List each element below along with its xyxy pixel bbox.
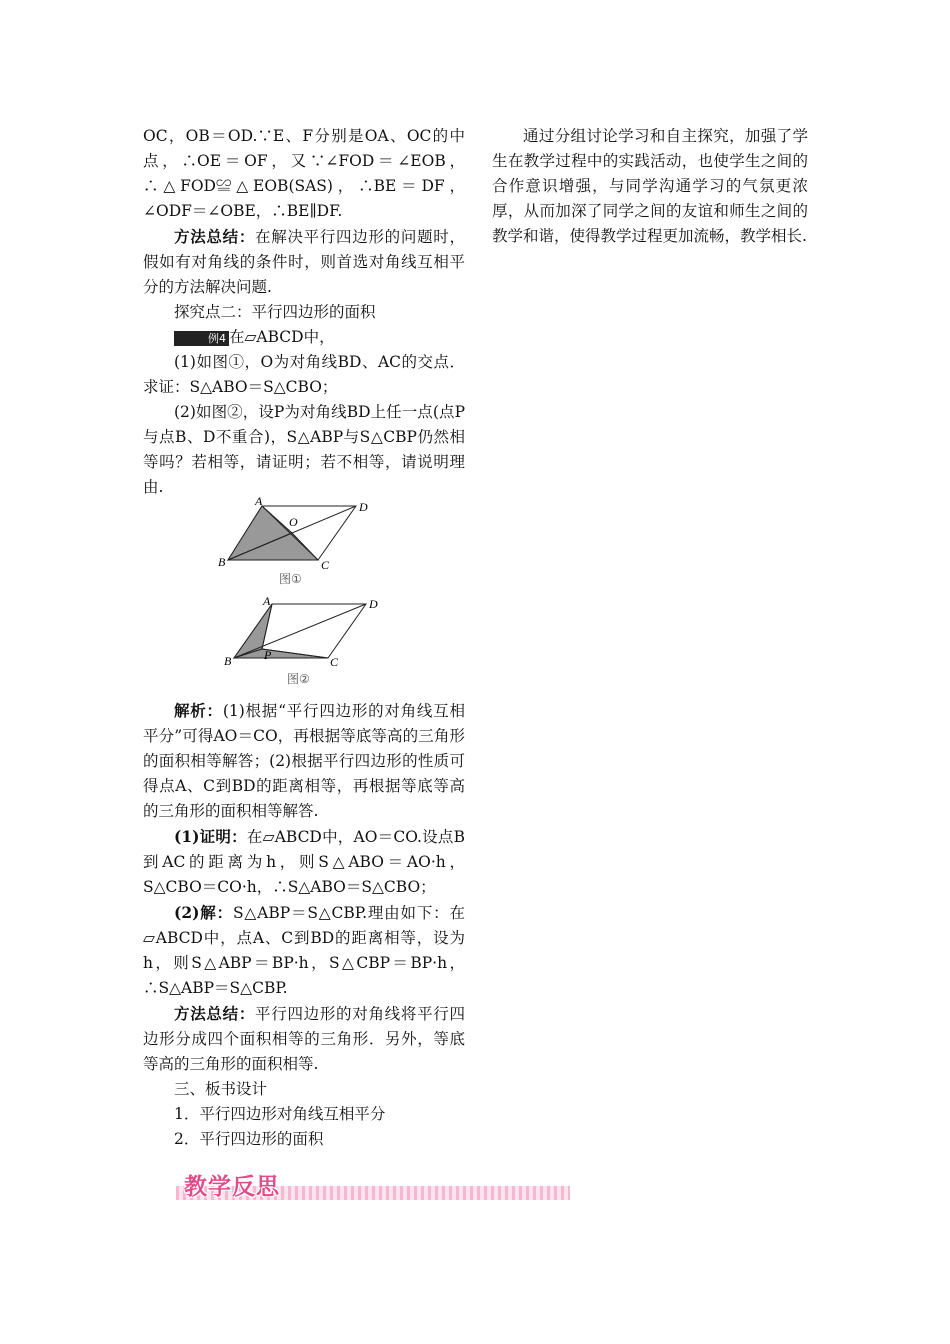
label-o: O: [289, 515, 298, 529]
proof-1-label: (1)证明：: [174, 827, 247, 846]
method-summary-2-label: 方法总结：: [174, 1004, 256, 1023]
label-c-2: C: [330, 655, 339, 669]
method-summary-text: 在解决平行四边形的问题时，假如有对角线的条件时，则首选对角线互相平分的方法解决问题.: [143, 228, 465, 296]
banner-title: 教学反思: [184, 1174, 280, 1200]
label-b: B: [218, 555, 226, 569]
left-column-lower: [143, 698, 465, 1152]
example-badge: 例4: [174, 331, 229, 346]
label-c: C: [321, 558, 330, 572]
proof-1-text: 在▱ABCD中，AO＝CO.设点B到AC的距离为h，则S△ABO＝AO·h，S△CBO＝CO·h，∴S△ABO＝S△CBO；: [143, 828, 465, 896]
label-d-2: D: [369, 597, 378, 611]
board-design-title: 三、板书设计: [174, 1080, 268, 1098]
solution-2-text: S△ABP＝S△CBP.理由如下：在▱ABCD中，点A、C到BD的距离相等，设为h，则S△ABP＝BP·h，S△CBP＝BP·h，∴S△ABP＝S△CBP.: [143, 904, 465, 997]
method-summary-2: [143, 1001, 465, 1077]
teaching-reflection-banner: [176, 1168, 570, 1202]
reflection-text: 通过分组讨论学习和自主探究，加强了学生在教学过程中的实践活动，也使学生之间的合作意识增强，与同学沟通学习的气氛更浓厚，从而加深了同学之间的友谊和师生之间的教学和谐，使得教学过程更加流畅，教学相长.: [492, 127, 808, 245]
solution-2: [143, 900, 465, 1001]
left-column: [143, 124, 465, 500]
figure-1: [210, 494, 380, 574]
example-4: [143, 325, 465, 350]
example-intro: 在▱ABCD中，: [229, 328, 335, 346]
figure-1-diagram: [210, 494, 380, 574]
figure-1-caption: 图①: [279, 572, 302, 586]
method-summary-label: 方法总结：: [174, 227, 256, 246]
label-a: A: [255, 494, 263, 508]
label-d: D: [359, 500, 368, 514]
method-summary-2-text: 平行四边形的对角线将平行四边形分成四个面积相等的三角形．另外，等底等高的三角形的面积相等.: [143, 1005, 465, 1073]
label-b-2: B: [224, 654, 232, 668]
question-1: (1)如图①，O为对角线BD、AC的交点．求证：S△ABO＝S△CBO；: [143, 353, 465, 396]
figure-2-caption: 图②: [287, 672, 310, 686]
label-p: P: [264, 648, 272, 662]
figure-2: [216, 592, 386, 672]
analysis-label: 解析：: [174, 701, 223, 720]
question-2: (2)如图②，设P为对角线BD上任一点(点P与点B、D不重合)，S△ABP与S△CBP仍然相等吗？若相等，请证明；若不相等，请说明理由.: [143, 403, 465, 496]
proof-1: [143, 824, 465, 900]
explore-point-2: 探究点二：平行四边形的面积: [174, 303, 376, 321]
analysis-text: (1)根据“平行四边形的对角线互相平分”可得AO＝CO，再根据等底等高的三角形的面积相等解答；(2)根据平行四边形的性质可得点A、C到BD的距离相等，再根据等底等高的三角形的面积相等解答.: [143, 702, 465, 820]
board-item-2: 2．平行四边形的面积: [174, 1130, 324, 1148]
method-summary-1: [143, 224, 465, 300]
solution-2-label: (2)解：: [174, 903, 233, 922]
analysis: [143, 698, 465, 824]
figure-2-diagram: [216, 592, 386, 672]
board-item-1: 1．平行四边形对角线互相平分: [174, 1105, 386, 1123]
label-a-2: A: [263, 594, 271, 608]
proof-continuation: OC，OB＝OD.∵E、F分别是OA、OC的中点，∴OE＝OF，又∵∠FOD＝∠EOB，∴△FOD≌△EOB(SAS)，∴BE＝DF，∠ODF＝∠OBE，∴BE∥DF.: [143, 127, 465, 220]
right-column: [492, 124, 808, 249]
